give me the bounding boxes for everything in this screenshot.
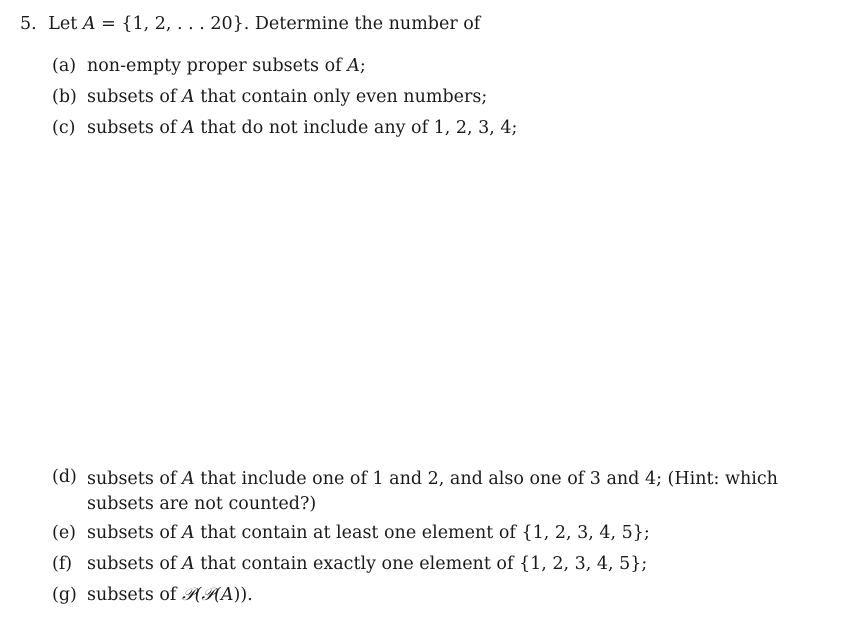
part-label: (e) xyxy=(52,523,77,543)
intro-suffix: Determine the number of xyxy=(254,14,481,34)
part-set-variable: A xyxy=(181,469,195,489)
part-set-variable: A xyxy=(181,118,195,138)
part-set-variable: A xyxy=(181,523,195,543)
part-set-variable: A xyxy=(181,554,195,574)
intro-set-definition: = {1, 2, . . . 20}. xyxy=(101,14,250,34)
part-text-post: that do not include any of 1, 2, 3, 4; xyxy=(200,118,518,138)
intro-prefix: Let xyxy=(48,14,78,34)
part-a xyxy=(52,56,366,76)
part-b xyxy=(52,87,487,107)
part-text-pre: non-empty proper subsets of xyxy=(87,56,342,76)
part-c xyxy=(52,118,517,138)
power-set-outer: 𝒫( xyxy=(181,585,202,605)
part-label: (d) xyxy=(52,467,77,487)
part-set-variable: A xyxy=(181,87,195,107)
part-f xyxy=(52,554,647,574)
problem-statement xyxy=(20,14,480,34)
part-set-variable: A xyxy=(220,585,234,605)
part-text-pre: subsets of xyxy=(87,554,177,574)
part-e xyxy=(52,523,650,543)
part-label: (b) xyxy=(52,87,77,107)
part-g xyxy=(52,585,253,605)
part-label: (a) xyxy=(52,56,77,76)
power-set-inner: 𝒫( xyxy=(201,585,221,605)
part-text-pre: subsets of xyxy=(87,87,177,107)
problem-number: 5. xyxy=(20,14,37,34)
part-set-variable: A xyxy=(347,56,360,76)
part-body xyxy=(87,467,827,517)
intro-set-variable: A xyxy=(82,14,96,34)
part-text-post: that include one of 1 and 2, and also one of 3 and 4; (Hint: which subsets are not counted?) xyxy=(87,469,778,514)
part-text-pre: subsets of xyxy=(87,118,177,138)
part-text-pre: subsets of xyxy=(87,469,177,489)
part-label: (c) xyxy=(52,118,76,138)
part-text-pre: subsets of xyxy=(87,585,177,605)
part-text-pre: subsets of xyxy=(87,523,177,543)
part-text-post: that contain exactly one element of {1, 2, 3, 4, 5}; xyxy=(200,554,648,574)
part-d xyxy=(52,467,827,517)
part-text-post: that contain at least one element of {1, 2, 3, 4, 5}; xyxy=(200,523,650,543)
part-label: (g) xyxy=(52,585,77,605)
part-text-post: )). xyxy=(233,585,253,605)
part-text-post: that contain only even numbers; xyxy=(200,87,488,107)
part-text-post: ; xyxy=(359,56,366,76)
part-label: (f) xyxy=(52,554,73,574)
